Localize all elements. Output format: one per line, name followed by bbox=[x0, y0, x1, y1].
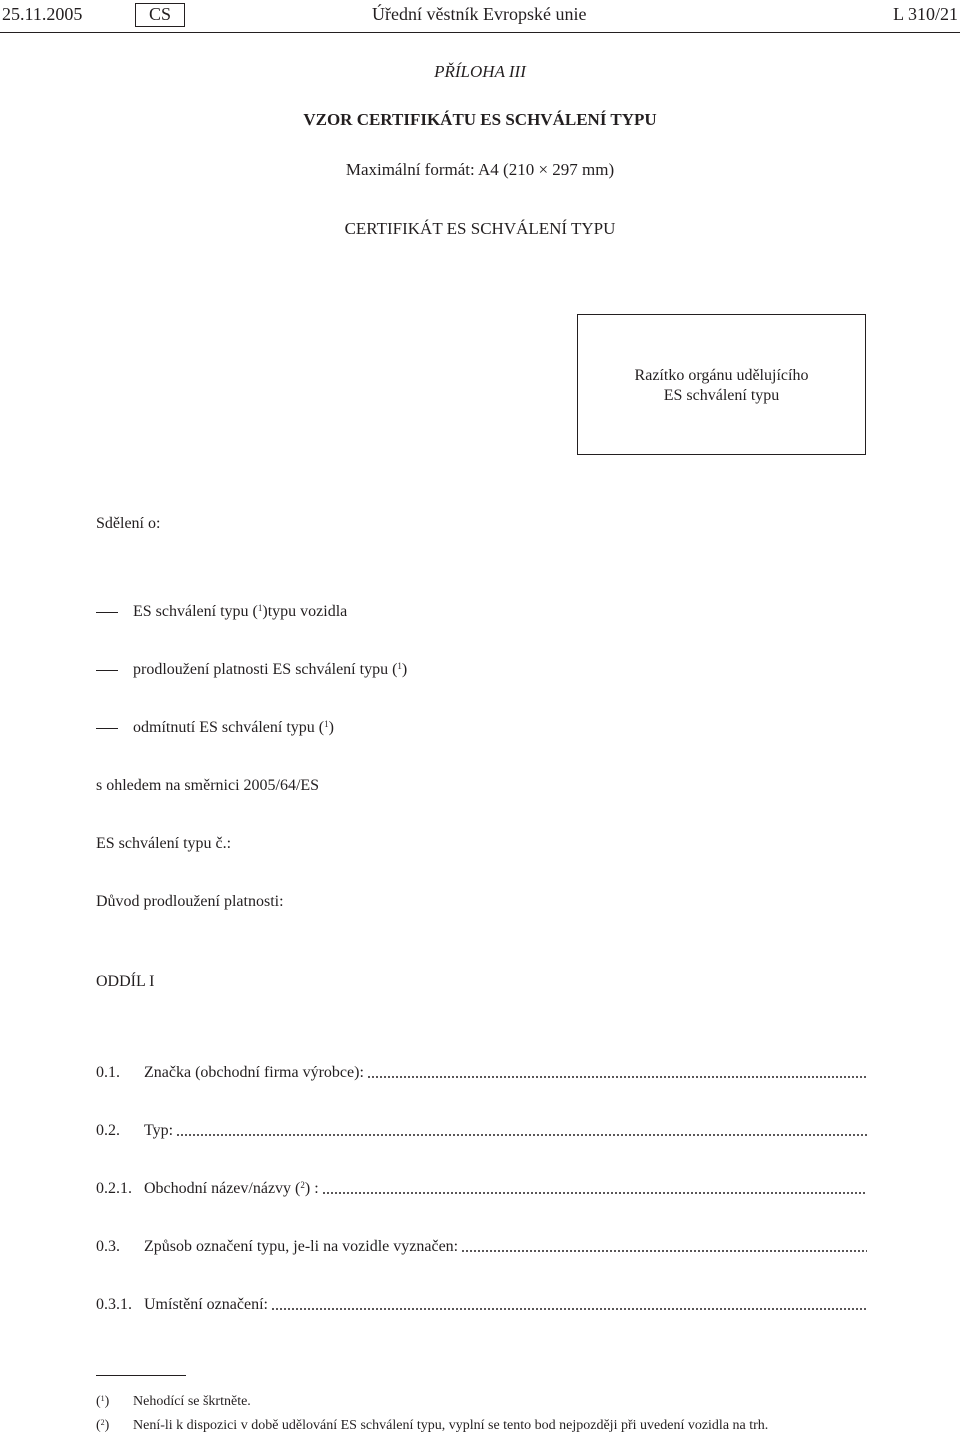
dot-leader bbox=[322, 1192, 867, 1194]
model-title: VZOR CERTIFIKÁTU ES SCHVÁLENÍ TYPU bbox=[303, 110, 657, 129]
journal-title: Úřední věstník Evropské unie bbox=[372, 4, 587, 24]
section-heading: ODDÍL I bbox=[96, 973, 155, 990]
field-number: 0.2.1. bbox=[96, 1180, 132, 1197]
field-type-identification bbox=[96, 1234, 867, 1256]
footnote-divider bbox=[96, 1375, 186, 1376]
footnote-ref: 1 bbox=[324, 719, 329, 729]
footnote-marker: ($^1$) bbox=[96, 1394, 110, 1409]
dot-leader bbox=[461, 1250, 867, 1252]
directive-reference: s ohledem na směrnici 2005/64/ES bbox=[96, 777, 320, 794]
option-refusal: odmítnutí ES schválení typu ($^1$) bbox=[133, 719, 334, 736]
stamp-line-2: ES schválení typu bbox=[663, 387, 780, 404]
field-number: 0.2. bbox=[96, 1122, 120, 1139]
header-divider bbox=[0, 32, 960, 33]
list-dash bbox=[96, 612, 118, 613]
approval-number-label: ES schválení typu č.: bbox=[96, 835, 232, 852]
field-number: 0.1. bbox=[96, 1064, 120, 1081]
publication-date: 25.11.2005 bbox=[2, 4, 83, 24]
dot-leader bbox=[176, 1134, 867, 1136]
list-dash bbox=[96, 728, 118, 729]
field-number: 0.3. bbox=[96, 1238, 120, 1255]
notice-label: Sdělení o: bbox=[96, 515, 161, 532]
dot-leader bbox=[271, 1308, 867, 1310]
field-label: Obchodní název/názvy ($^2$) : bbox=[144, 1180, 319, 1197]
stamp-caption bbox=[578, 366, 865, 406]
option-extension: prodloužení platnosti ES schválení typu ($^1$) bbox=[133, 661, 408, 678]
field-label: Značka (obchodní firma výrobce): bbox=[144, 1064, 364, 1081]
field-label: Způsob označení typu, je-li na vozidle vyznačen: bbox=[144, 1238, 459, 1255]
format-note: Maximální formát: A4 (210 × 297 mm) bbox=[345, 160, 615, 179]
footnote-marker: ($^2$) bbox=[96, 1418, 110, 1433]
field-type bbox=[96, 1118, 867, 1140]
dot-leader bbox=[367, 1076, 867, 1078]
stamp-box bbox=[577, 314, 866, 455]
annex-heading: PŘÍLOHA III bbox=[434, 62, 526, 81]
footnote-text: Není-li k dispozici v době udělování ES schválení typu, vyplní se tento bod nejpozději při uvedení vozidla na trh. bbox=[133, 1418, 769, 1433]
footnote-text: Nehodící se škrtněte. bbox=[133, 1394, 251, 1409]
option-type-approval: ES schválení typu ($^1$)typu vozidla bbox=[133, 603, 348, 620]
field-commercial-names bbox=[96, 1176, 867, 1198]
list-dash bbox=[96, 670, 118, 671]
footnote-ref: 1 bbox=[397, 661, 402, 671]
extension-reason-label: Důvod prodloužení platnosti: bbox=[96, 893, 284, 910]
language-badge: CS bbox=[135, 3, 185, 27]
field-label: Typ: bbox=[144, 1122, 174, 1139]
footnote-ref: 1 bbox=[257, 603, 263, 613]
footnote-ref: 2 bbox=[300, 1180, 305, 1190]
certificate-title: CERTIFIKÁT ES SCHVÁLENÍ TYPU bbox=[344, 219, 616, 238]
field-make bbox=[96, 1060, 867, 1082]
field-label: Umístění označení: bbox=[144, 1296, 268, 1313]
field-number: 0.3.1. bbox=[96, 1296, 132, 1313]
page-reference: L 310/21 bbox=[893, 4, 958, 24]
stamp-line-1: Razítko orgánu udělujícího bbox=[634, 367, 809, 384]
field-marking-location bbox=[96, 1292, 867, 1314]
